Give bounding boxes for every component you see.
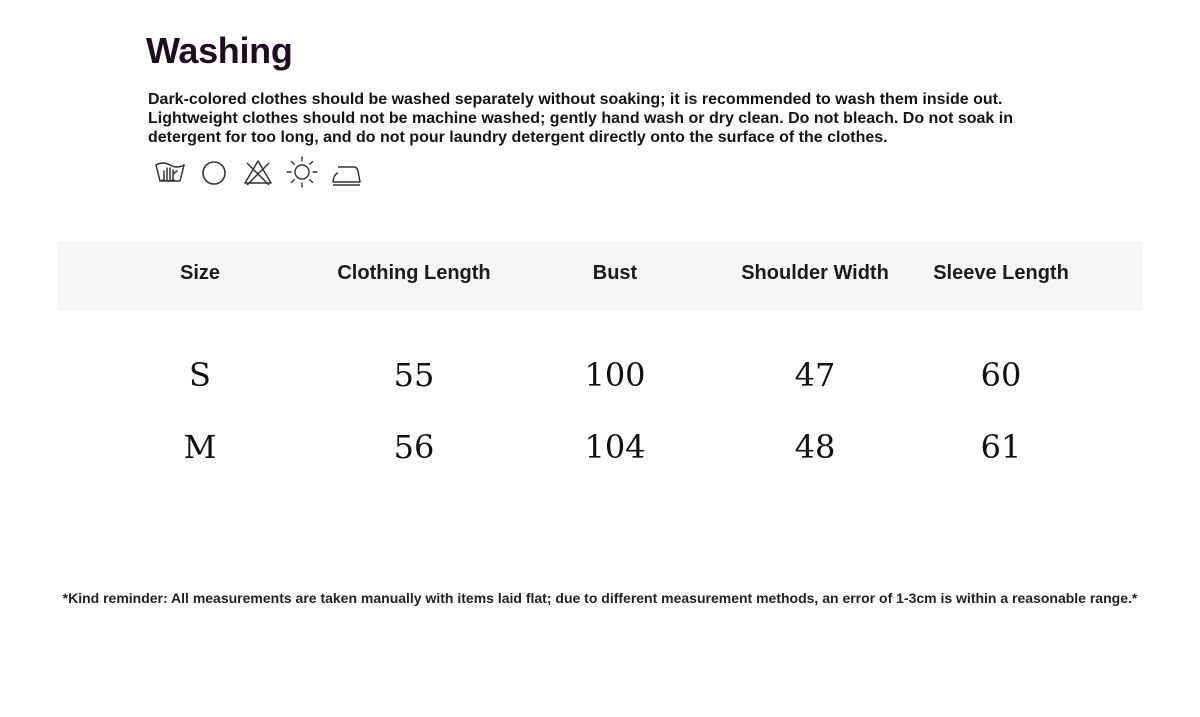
hand-wash-icon bbox=[152, 154, 188, 190]
header-size: Size bbox=[179, 262, 221, 284]
washing-title: Washing bbox=[146, 30, 293, 71]
header-bust: Bust bbox=[592, 262, 638, 284]
cell-bust: 104 bbox=[584, 428, 646, 466]
kind-reminder: *Kind reminder: All measurements are taken manually with items laid flat; due to different measurement methods, an error of 1-3cm is within a reasonable range.* bbox=[62, 590, 1138, 606]
header-sleeve-length: Sleeve Length bbox=[933, 262, 1069, 284]
sun-dry-icon bbox=[284, 154, 320, 190]
washing-description: Dark-colored clothes should be washed separately without soaking; it is recommended to wash them inside out. Lightweight clothes should not be machine washed; gently hand wash or dry clean. Do not bleach. Do not soak in detergent for too long, and do not pour laundry detergent directly onto the surface of the clothes. bbox=[148, 91, 1013, 146]
cell-shoulder-width: 47 bbox=[794, 356, 836, 394]
cell-clothing-length: 55 bbox=[393, 356, 435, 394]
cell-sleeve-length: 60 bbox=[980, 356, 1022, 394]
dry-clean-icon bbox=[196, 154, 232, 190]
cell-size: S bbox=[189, 356, 211, 394]
no-bleach-icon bbox=[240, 154, 276, 190]
cell-bust: 100 bbox=[584, 356, 646, 394]
cell-shoulder-width: 48 bbox=[794, 428, 836, 466]
iron-icon bbox=[328, 154, 364, 190]
care-icons bbox=[152, 154, 372, 190]
cell-sleeve-length: 61 bbox=[980, 428, 1022, 466]
cell-clothing-length: 56 bbox=[393, 428, 435, 466]
header-shoulder-width: Shoulder Width bbox=[741, 262, 889, 284]
cell-size: M bbox=[183, 428, 217, 466]
header-clothing-length: Clothing Length bbox=[337, 262, 491, 284]
